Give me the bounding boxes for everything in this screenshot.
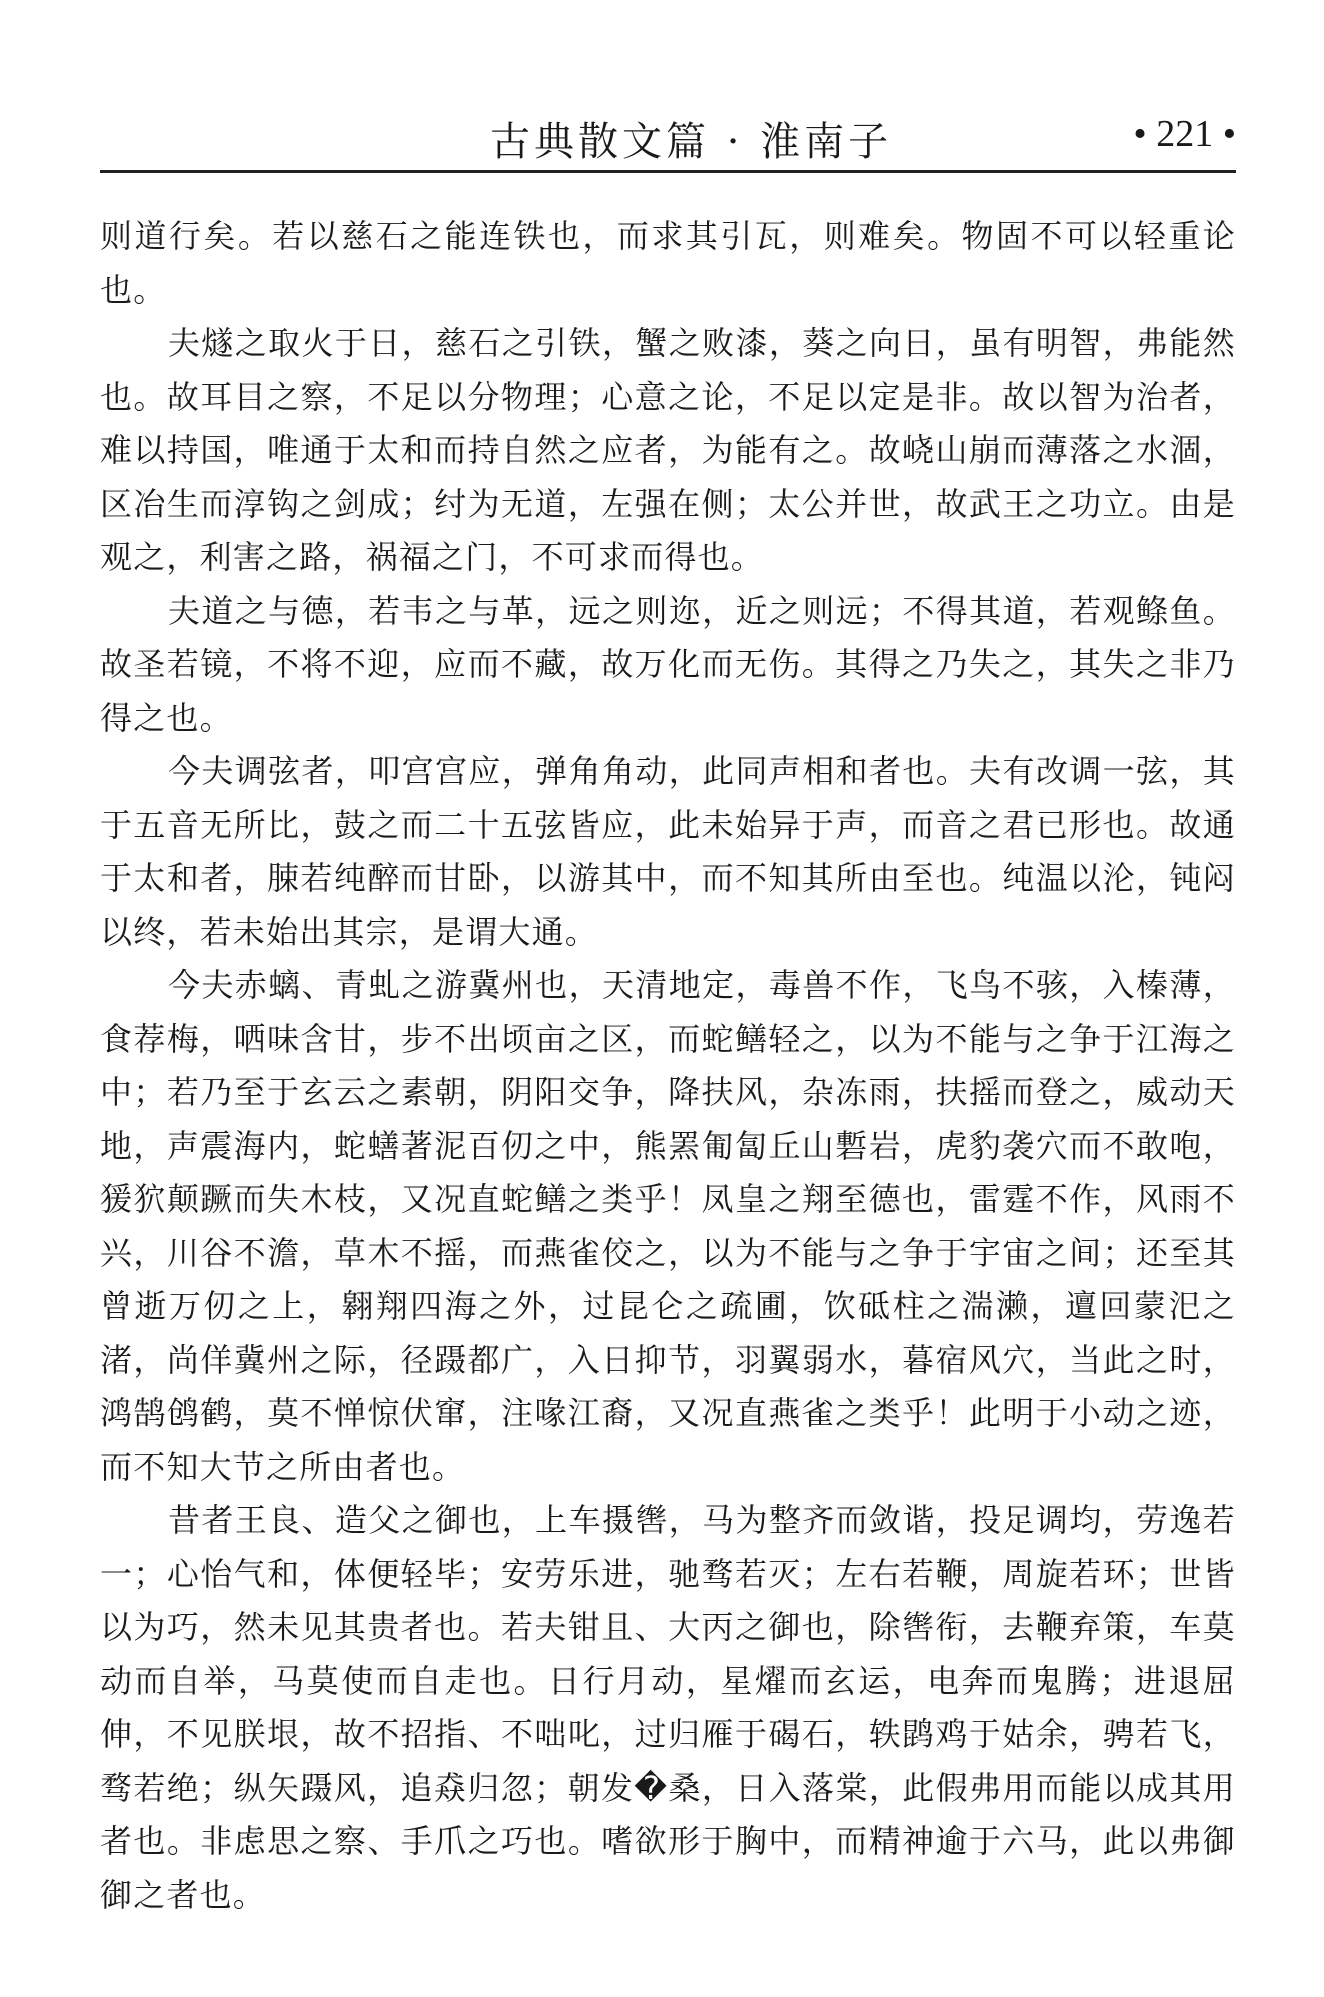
paragraph: 夫燧之取火于日，慈石之引铁，蟹之败漆，葵之向日，虽有明智，弗能然也。故耳目之察，不足以分物理；心意之论，不足以定是非。故以智为治者，难以持国，唯通于太和而持自然之应者，为能有之。故峣山崩而薄落之水涸，区冶生而淳钩之剑成；纣为无道，左强在侧；太公并世，故武王之功立。由是观之，利害之路，祸福之门，不可求而得也。 (100, 324, 1236, 576)
header-divider (100, 170, 1236, 173)
running-header (100, 100, 1236, 172)
running-title: 古典散文篇 · 淮南子 (490, 119, 893, 165)
paragraph: 今夫赤螭、青虬之游冀州也，天清地定，毒兽不作，飞鸟不骇，入榛薄，食荐梅，哂味含甘，步不出顷亩之区，而蛇鳝轻之，以为不能与之争于江海之中；若乃至于玄云之素朝，阴阳交争，降扶风，杂冻雨，扶摇而登之，威动天地，声震海内，蛇蟮著泥百仞之中，熊罴匍匐丘山磛岩，虎豹袭穴而不敢咆，猨狖颠蹶而失木枝，又况直蛇鳝之类乎！凤皇之翔至德也，雷霆不作，风雨不兴，川谷不澹，草木不摇，而燕雀佼之，以为不能与之争于宇宙之间；还至其曾逝万仞之上，翱翔四海之外，过昆仑之疏圃，饮砥柱之湍濑，邅回蒙汜之渚，尚佯冀州之际，径蹑都广，入日抑节，羽翼弱水，暮宿风穴，当此之时，鸿鹄鸧鹤，莫不惮惊伏窜，注喙江裔，又况直燕雀之类乎！此明于小动之迹，而不知大节之所由者也。 (100, 966, 1236, 1486)
paragraph: 夫道之与德，若韦之与革，远之则迩，近之则远；不得其道，若观鲦鱼。故圣若镜，不将不迎，应而不藏，故万化而无伤。其得之乃失之，其失之非乃得之也。 (100, 591, 1236, 737)
page-number: • 221 • (1133, 113, 1236, 155)
paragraph-continuation: 则道行矣。若以慈石之能连铁也，而求其引瓦，则难矣。物固不可以轻重论也。 (100, 217, 1236, 309)
body-text (100, 210, 1236, 1922)
paragraph: 今夫调弦者，叩宫宫应，弹角角动，此同声相和者也。夫有改调一弦，其于五音无所比，鼓之而二十五弦皆应，此未始异于声，而音之君已形也。故通于太和者，脨若纯醉而甘卧，以游其中，而不知其所由至也。纯温以沦，钝闷以终，若未始出其宗，是谓大通。 (100, 752, 1236, 951)
paragraph: 昔者王良、造父之御也，上车摄辔，马为整齐而敛谐，投足调均，劳逸若一；心怡气和，体便轻毕；安劳乐进，驰骛若灭；左右若鞭，周旋若环；世皆以为巧，然未见其贵者也。若夫钳且、大丙之御也，除辔衔，去鞭弃策，车莫动而自举，马莫使而自走也。日行月动，星燿而玄运，电奔而鬼腾；进退屈伸，不见朕垠，故不招指、不咄叱，过归雁于碣石，轶鹍鸡于姑余，骋若飞，骛若绝；纵矢蹑风，追猋归忽；朝发�桑，日入落棠，此假弗用而能以成其用者也。非虑思之察、手爪之巧也。嗜欲形于胸中，而精神逾于六马，此以弗御御之者也。 (100, 1501, 1236, 1914)
